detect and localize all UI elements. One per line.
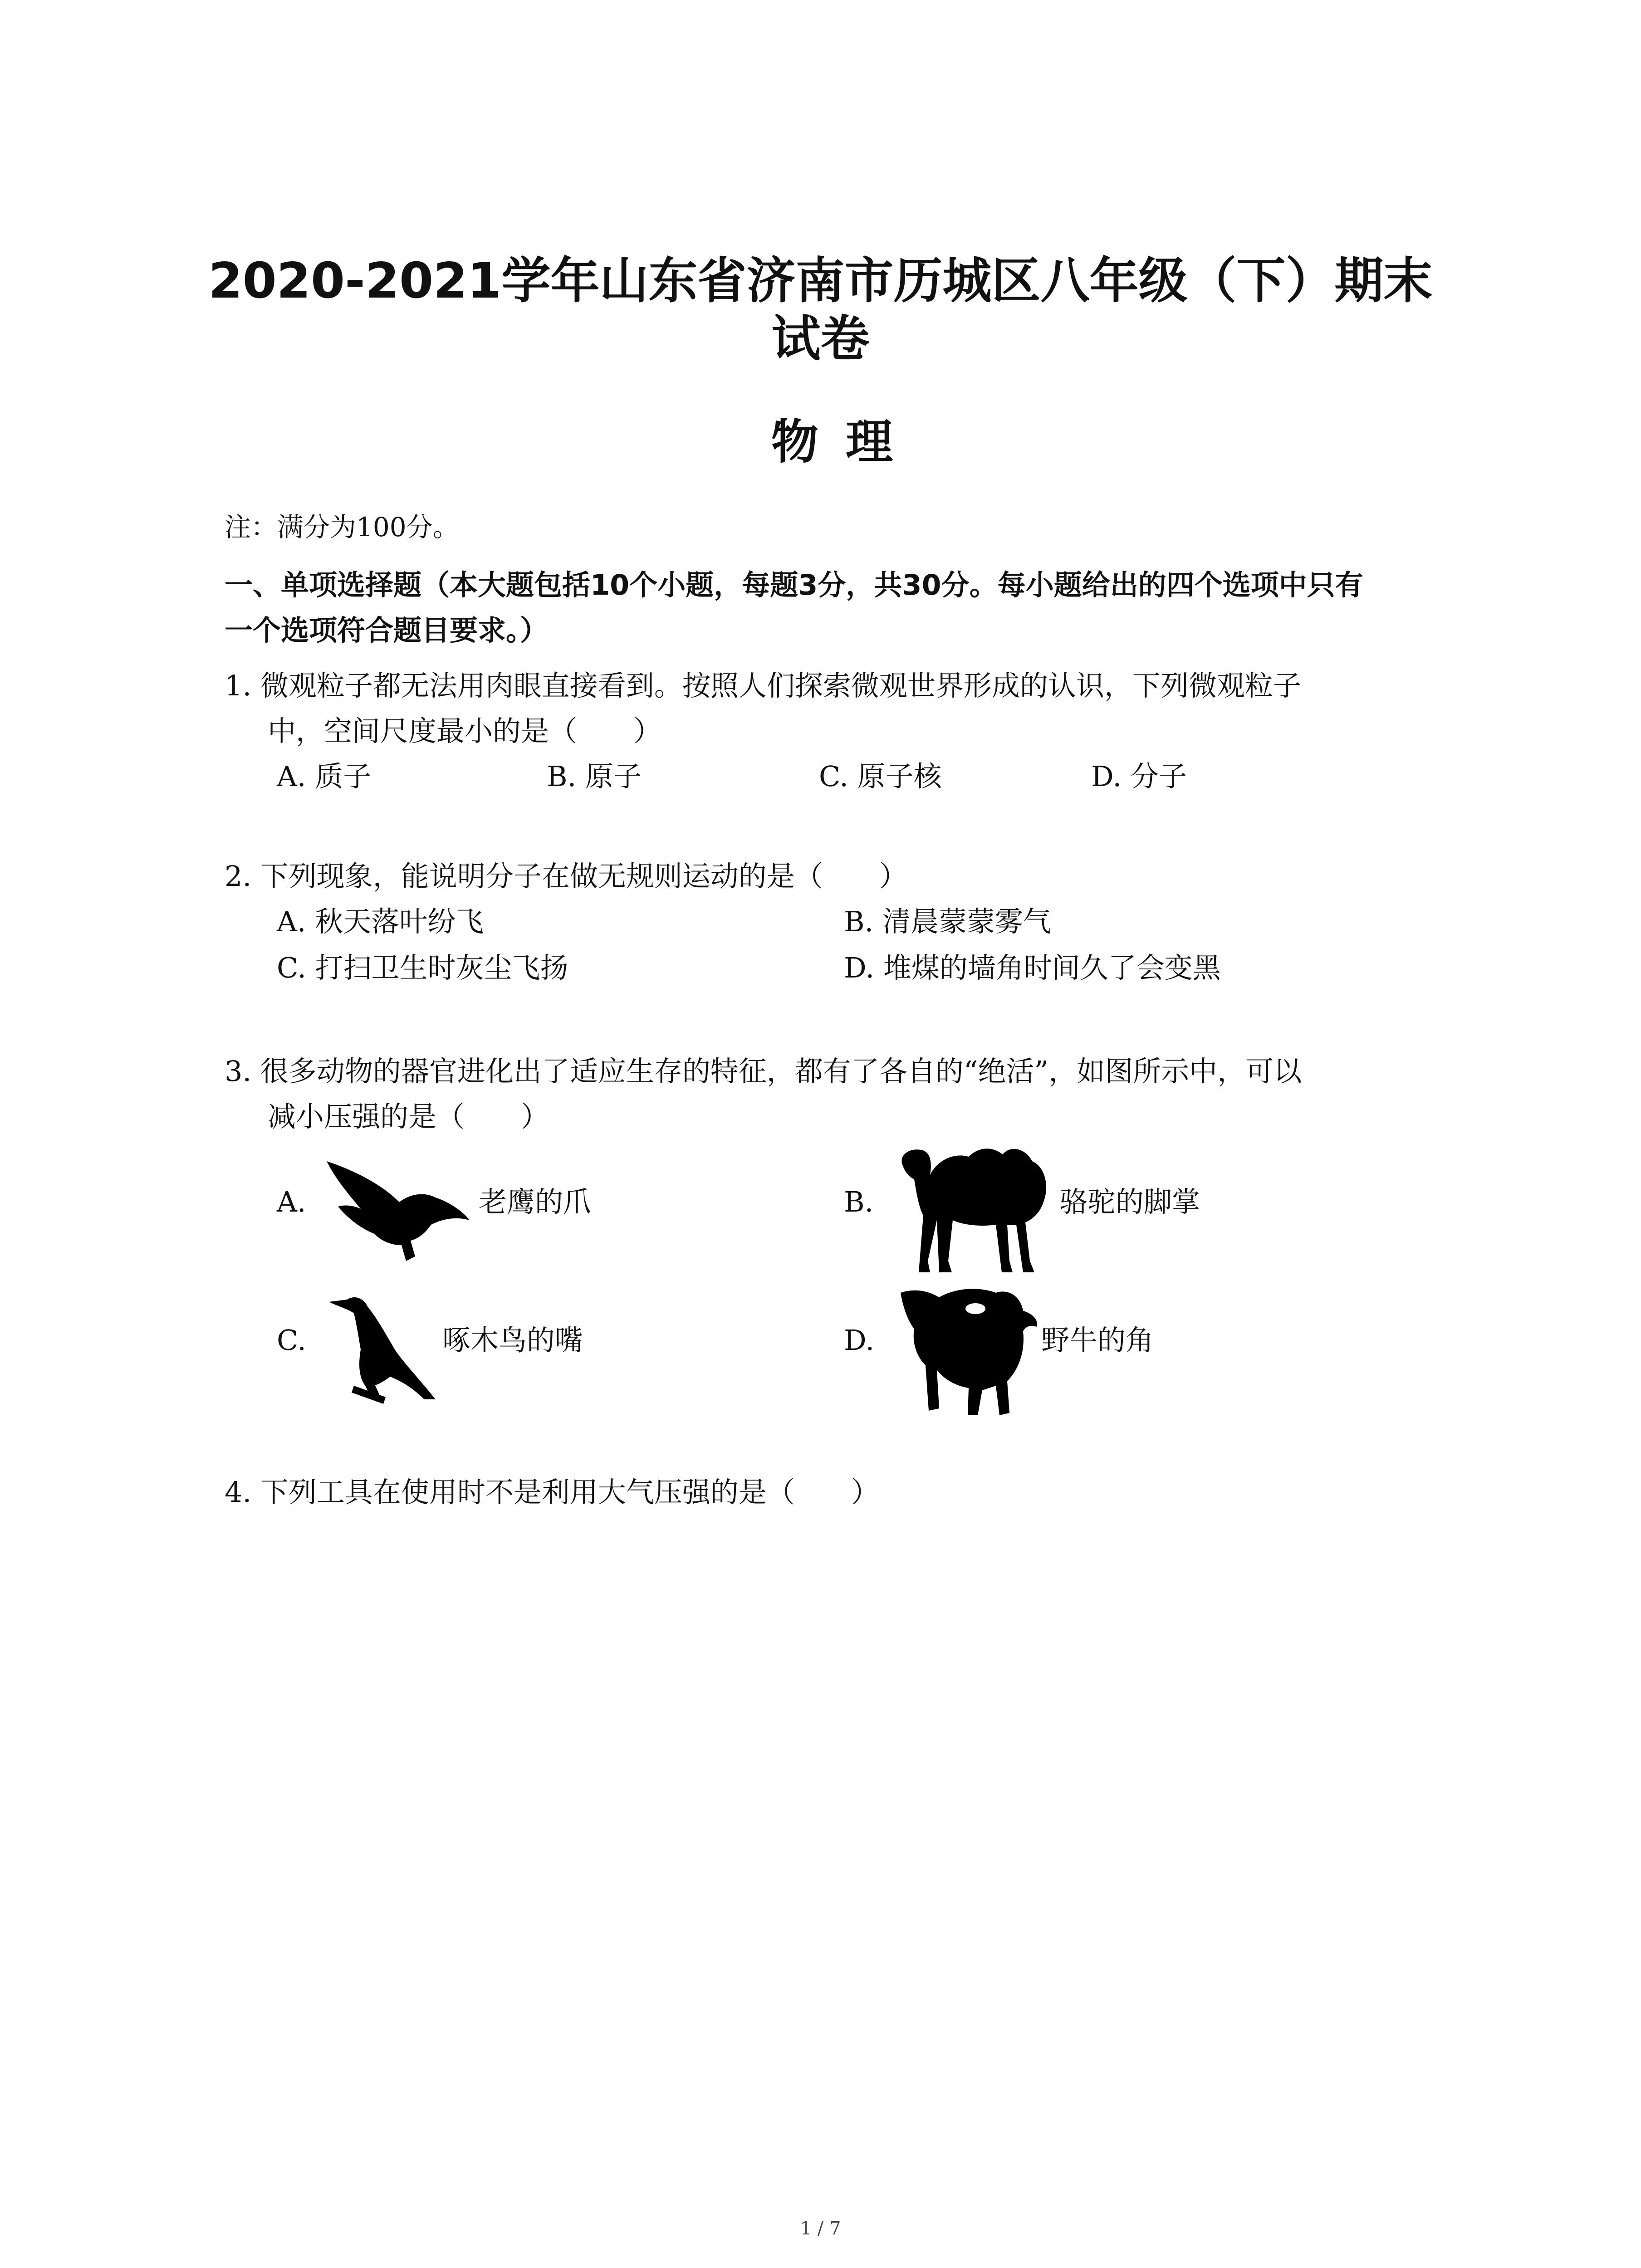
exam-title-line2: 试卷 [771, 311, 870, 367]
q3-option-d-text: 野牛的角 [1041, 1324, 1154, 1357]
q3-option-b-letter[interactable]: B. [844, 1185, 874, 1218]
q1-option-a[interactable]: A. 质子 [277, 760, 372, 793]
page-number: 1 / 7 [800, 2218, 841, 2239]
section-heading-line1: 一、单项选择题（本大题包括10个小题，每题3分，共30分。每小题给出的四个选项中只有 [225, 568, 1363, 601]
q1-option-c[interactable]: C. 原子核 [819, 760, 942, 793]
section-heading-line2: 一个选项符合题目要求。） [225, 614, 549, 647]
question-4-line1: 4. 下列工具在使用时不是利用大气压强的是（ ） [225, 1476, 879, 1509]
score-note: 注：满分为100分。 [225, 512, 459, 543]
q3-option-c-letter[interactable]: C. [277, 1324, 306, 1357]
question-1-line1: 1. 微观粒子都无法用肉眼直接看到。按照人们探索微观世界形成的认识，下列微观粒子 [225, 669, 1301, 702]
woodpecker-icon [327, 1290, 440, 1404]
subject-title: 物理 [771, 414, 921, 469]
bison-icon [896, 1279, 1041, 1420]
eagle-icon [318, 1152, 472, 1266]
q2-option-d[interactable]: D. 堆煤的墙角时间久了会变黑 [844, 951, 1221, 984]
question-3-line2: 减小压强的是（ ） [268, 1100, 549, 1133]
q1-option-b[interactable]: B. 原子 [547, 760, 642, 793]
question-1-line2: 中，空间尺度最小的是（ ） [268, 714, 662, 748]
q3-option-a-letter[interactable]: A. [277, 1185, 306, 1218]
q2-option-c[interactable]: C. 打扫卫生时灰尘飞扬 [277, 951, 568, 984]
camel-icon [894, 1143, 1057, 1279]
q2-option-b[interactable]: B. 清晨蒙蒙雾气 [844, 905, 1051, 938]
q3-option-a-text: 老鹰的爪 [479, 1185, 592, 1218]
q2-option-a[interactable]: A. 秋天落叶纷飞 [277, 905, 484, 938]
question-3-line1: 3. 很多动物的器官进化出了适应生存的特征，都有了各自的“绝活”，如图所示中，可以 [225, 1055, 1302, 1088]
q3-option-c-text: 啄木鸟的嘴 [442, 1324, 583, 1357]
question-2-line1: 2. 下列现象，能说明分子在做无规则运动的是（ ） [225, 860, 907, 893]
q3-option-d-letter[interactable]: D. [844, 1324, 875, 1357]
q1-option-d[interactable]: D. 分子 [1091, 760, 1187, 793]
q3-option-b-text: 骆驼的脚掌 [1059, 1185, 1200, 1218]
exam-title-line1: 2020-2021学年山东省济南市历城区八年级（下）期末 [208, 253, 1433, 309]
